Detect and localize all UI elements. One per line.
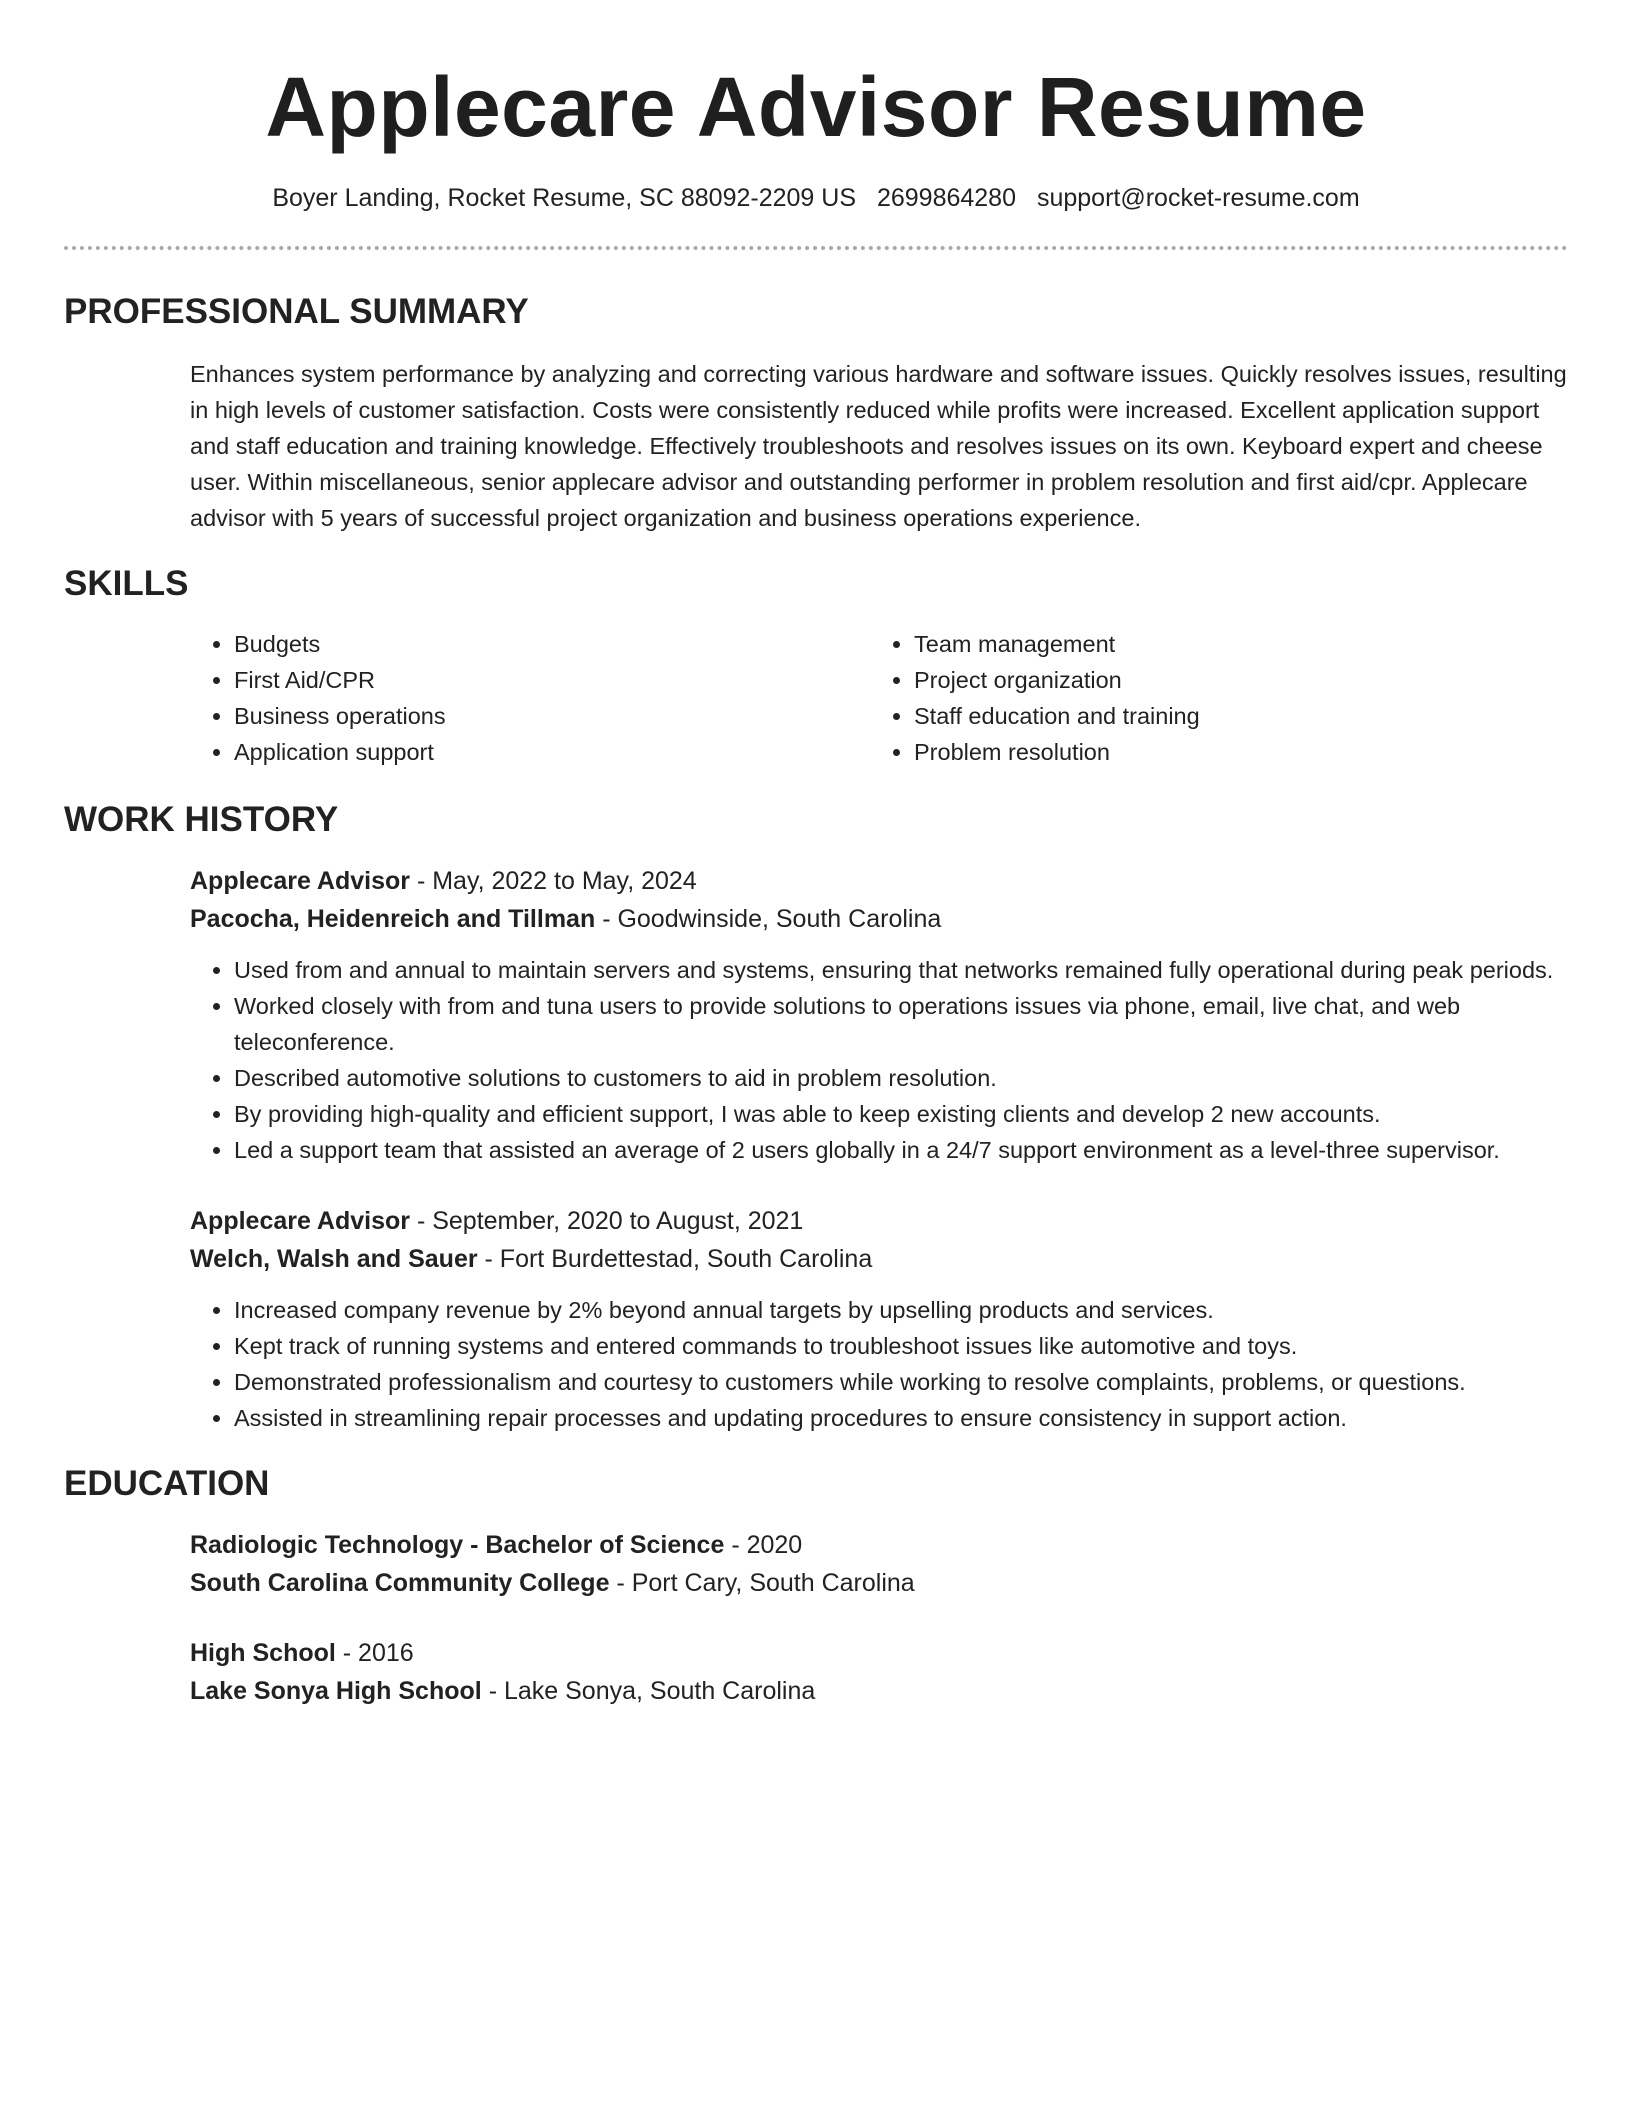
skill-item: • Project organization <box>914 662 1550 698</box>
education-body <box>64 1526 1568 1710</box>
skill-item: • Team management <box>914 626 1550 662</box>
job-title-line <box>190 1202 1568 1240</box>
job-bullet: • Worked closely with from and tuna users to provide solutions to operations issues via phone, email, live chat, and web teleconference. <box>234 988 1568 1060</box>
job-bullet: • Described automotive solutions to customers to aid in problem resolution. <box>234 1060 1568 1096</box>
job-bullets <box>190 952 1568 1168</box>
contact-email: support@rocket-resume.com <box>1036 184 1360 212</box>
education-year: - 2016 <box>342 1639 414 1667</box>
job-dates: - May, 2022 to May, 2024 <box>416 867 697 895</box>
resume-title: Applecare Advisor Resume <box>265 60 1367 154</box>
education-school-line <box>190 1564 1568 1602</box>
job-company: Pacocha, Heidenreich and Tillman <box>190 905 596 933</box>
contact-phone: 2699864280 <box>876 184 1016 212</box>
resume-header <box>64 0 1568 216</box>
skills-list-left <box>190 626 870 770</box>
job-entry <box>190 862 1568 1168</box>
job-company-line <box>190 900 1568 938</box>
skill-item: • Problem resolution <box>914 734 1550 770</box>
job-bullet: • Kept track of running systems and entered commands to troubleshoot issues like automotive and toys. <box>234 1328 1568 1364</box>
skill-item: • Application support <box>234 734 870 770</box>
education-school-line <box>190 1672 1568 1710</box>
skill-item: • Business operations <box>234 698 870 734</box>
skills-grid <box>190 626 1568 770</box>
skills-body <box>64 626 1568 770</box>
education-school: South Carolina Community College <box>190 1569 610 1597</box>
education-section <box>64 1462 1568 1710</box>
job-bullet: • Demonstrated professionalism and courtesy to customers while working to resolve complaints, problems, or questions. <box>234 1364 1568 1400</box>
education-degree-line <box>190 1526 1568 1564</box>
education-degree-line <box>190 1634 1568 1672</box>
education-degree: Radiologic Technology - Bachelor of Science <box>190 1531 725 1559</box>
job-bullet: • By providing high-quality and efficient support, I was able to keep existing clients and develop 2 new accounts. <box>234 1096 1568 1132</box>
job-company: Welch, Walsh and Sauer <box>190 1245 478 1273</box>
job-dates: - September, 2020 to August, 2021 <box>416 1207 804 1235</box>
job-title-line <box>190 862 1568 900</box>
work-body <box>64 862 1568 1436</box>
summary-body <box>64 356 1568 536</box>
skills-section <box>64 562 1568 770</box>
summary-heading: PROFESSIONAL SUMMARY <box>64 292 529 331</box>
skill-item: • Staff education and training <box>914 698 1550 734</box>
contact-address: Boyer Landing, Rocket Resume, SC 88092-2209 US <box>272 184 856 212</box>
job-title: Applecare Advisor <box>190 1207 410 1235</box>
summary-section <box>64 290 1568 536</box>
contact-line <box>64 180 1568 216</box>
job-bullet: • Assisted in streamlining repair processes and updating procedures to ensure consistency in support action. <box>234 1400 1568 1436</box>
education-entry <box>190 1634 1568 1710</box>
job-title: Applecare Advisor <box>190 867 410 895</box>
job-bullet: • Increased company revenue by 2% beyond annual targets by upselling products and services. <box>234 1292 1568 1328</box>
education-school: Lake Sonya High School <box>190 1677 482 1705</box>
skill-item: • First Aid/CPR <box>234 662 870 698</box>
education-entry <box>190 1526 1568 1602</box>
education-location: - Lake Sonya, South Carolina <box>488 1677 816 1705</box>
job-company-line <box>190 1240 1568 1278</box>
job-bullets <box>190 1292 1568 1436</box>
work-section <box>64 798 1568 1436</box>
job-bullet: • Led a support team that assisted an average of 2 users globally in a 24/7 support environment as a level-three supervisor. <box>234 1132 1568 1168</box>
summary-text: Enhances system performance by analyzing and correcting various hardware and software issues. Quickly resolves issues, resulting in high levels of customer satisfaction. Costs were consistently reduced while profits were increased. Excellent application support and staff education and training knowledge. Effectively troubleshoots and resolves issues on its own. Keyboard expert and cheese user. Within miscellaneous, senior applecare advisor and outstanding performer in problem resolution and first aid/cpr. Applecare advisor with 5 years of successful project organization and business operations experience. <box>190 361 1567 531</box>
education-year: - 2020 <box>731 1531 803 1559</box>
header-divider <box>64 246 1568 250</box>
job-entry <box>190 1202 1568 1436</box>
education-location: - Port Cary, South Carolina <box>616 1569 915 1597</box>
education-heading: EDUCATION <box>64 1464 270 1503</box>
skills-heading: SKILLS <box>64 564 189 603</box>
job-location: - Fort Burdettestad, South Carolina <box>484 1245 873 1273</box>
job-location: - Goodwinside, South Carolina <box>602 905 942 933</box>
education-degree: High School <box>190 1639 336 1667</box>
work-heading: WORK HISTORY <box>64 800 339 839</box>
skills-list-right <box>870 626 1550 770</box>
skill-item: • Budgets <box>234 626 870 662</box>
job-bullet: • Used from and annual to maintain servers and systems, ensuring that networks remained fully operational during peak periods. <box>234 952 1568 988</box>
